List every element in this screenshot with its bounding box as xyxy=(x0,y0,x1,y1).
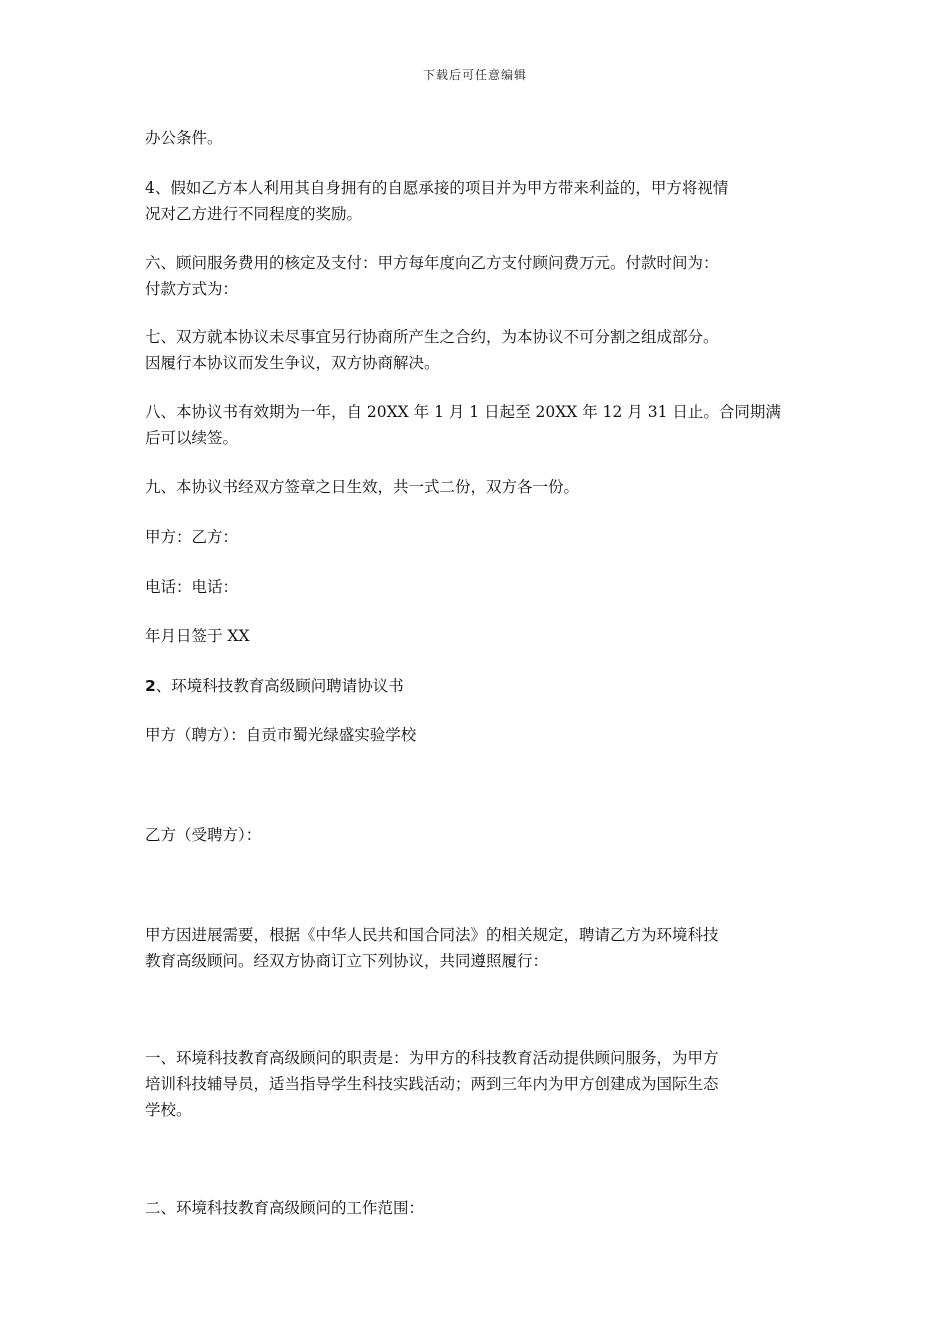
party-a-employer xyxy=(145,722,815,748)
signature-date-place xyxy=(145,623,815,649)
text-line: 学校。 xyxy=(145,1101,192,1119)
paragraph-office-conditions xyxy=(145,125,815,151)
signature-phones xyxy=(145,574,815,600)
text-line: 后可以续签。 xyxy=(145,429,239,447)
paragraph-clause-8-validity xyxy=(145,399,815,451)
section-title-agreement-2 xyxy=(145,673,815,699)
text-line: 电话：电话： xyxy=(145,578,239,596)
section-title-text: 、环境科技教育高级顾问聘请协议书 xyxy=(155,677,404,695)
text-line: 乙方（受聘方）： xyxy=(145,826,262,844)
paragraph-clause-9-effective xyxy=(145,474,815,500)
page-header: 下载后可任意编辑 xyxy=(422,68,527,82)
text-line: 七、双方就本协议未尽事宜另行协商所产生之合约，为本协议不可分割之组成部分。 xyxy=(145,328,719,346)
paragraph-clause-6-fees xyxy=(145,250,815,302)
text-line: 培训科技辅导员，适当指导学生科技实践活动；两到三年内为甲方创建成为国际生态 xyxy=(145,1075,719,1093)
text-line: 况对乙方进行不同程度的奖励。 xyxy=(145,205,363,223)
paragraph-clause-1-duties xyxy=(145,1045,815,1123)
text-line: 因履行本协议而发生争议，双方协商解决。 xyxy=(145,354,440,372)
text-line: 年月日签于 XX xyxy=(145,627,250,645)
signature-parties xyxy=(145,524,815,550)
text-line: 甲方：乙方： xyxy=(145,528,239,546)
party-b-employee xyxy=(145,822,815,848)
text-line: 甲方（聘方）：自贡市蜀光绿盛实验学校 xyxy=(145,726,417,744)
text-line: 六、顾问服务费用的核定及支付：甲方每年度向乙方支付顾问费万元。付款时间为： xyxy=(145,254,719,272)
paragraph-preamble xyxy=(145,922,815,974)
text-line: 一、环境科技教育高级顾问的职责是：为甲方的科技教育活动提供顾问服务，为甲方 xyxy=(145,1049,719,1067)
text-line: 八、本协议书有效期为一年，自 20XX 年 1 月 1 日起至 20XX 年 12 月 31 日止。合同期满 xyxy=(145,403,781,421)
text-line: 办公条件。 xyxy=(145,129,223,147)
text-line: 甲方因进展需要，根据《中华人民共和国合同法》的相关规定，聘请乙方为环境科技 xyxy=(145,926,719,944)
paragraph-clause-2-scope xyxy=(145,1195,815,1221)
paragraph-clause-7-supplement xyxy=(145,324,815,376)
text-line: 付款方式为： xyxy=(145,280,239,298)
section-number: 2 xyxy=(145,677,156,695)
text-line: 4、假如乙方本人利用其自身拥有的自愿承接的项目并为甲方带来利益的，甲方将视情 xyxy=(145,179,729,197)
text-line: 二、环境科技教育高级顾问的工作范围： xyxy=(145,1199,425,1217)
text-line: 教育高级顾问。经双方协商订立下列协议，共同遵照履行： xyxy=(145,952,549,970)
paragraph-clause-4-reward xyxy=(145,175,815,227)
text-line: 九、本协议书经双方签章之日生效，共一式二份，双方各一份。 xyxy=(145,478,580,496)
